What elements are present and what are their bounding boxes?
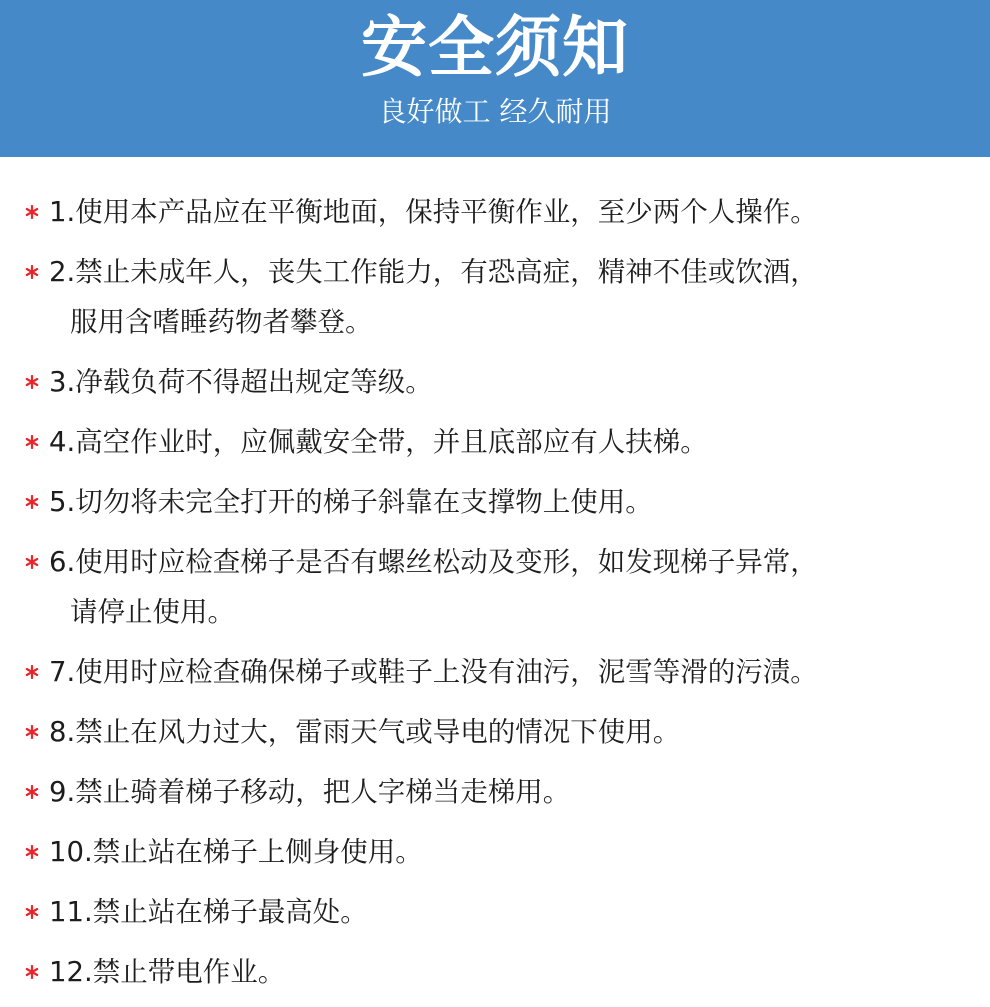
rule-text: 12.禁止带电作业。 xyxy=(49,956,286,988)
rule-text: 2.禁止未成年人，丧失工作能力，有恐高症，精神不佳或饮酒， xyxy=(49,256,818,288)
rule-item xyxy=(0,357,990,407)
red-asterisk-icon xyxy=(22,707,42,757)
rule-item xyxy=(0,887,990,937)
rule-text: 9.禁止骑着梯子移动，把人字梯当走梯用。 xyxy=(49,776,571,808)
safety-rules-list xyxy=(0,187,990,1007)
red-asterisk-icon xyxy=(22,947,42,997)
rule-text: 3.净载负荷不得超出规定等级。 xyxy=(49,366,433,398)
red-asterisk-icon xyxy=(22,537,42,587)
rule-text-continued: 请停止使用。 xyxy=(70,596,235,628)
rule-text: 6.使用时应检查梯子是否有螺丝松动及变形，如发现梯子异常， xyxy=(49,546,818,578)
red-asterisk-icon xyxy=(22,827,42,877)
red-asterisk-icon xyxy=(22,357,42,407)
rule-item xyxy=(0,707,990,757)
rule-item xyxy=(0,477,990,527)
rule-text: 5.切勿将未完全打开的梯子斜靠在支撑物上使用。 xyxy=(49,486,653,518)
red-asterisk-icon xyxy=(22,767,42,817)
red-asterisk-icon xyxy=(22,247,42,297)
rule-item xyxy=(0,767,990,817)
red-asterisk-icon xyxy=(22,417,42,467)
red-asterisk-icon xyxy=(22,477,42,527)
rule-item xyxy=(0,247,990,347)
rule-item xyxy=(0,647,990,697)
rule-item xyxy=(0,947,990,997)
page-subtitle: 良好做工 经久耐用 xyxy=(378,95,612,128)
rule-text: 10.禁止站在梯子上侧身使用。 xyxy=(49,836,423,868)
rule-text: 8.禁止在风力过大，雷雨天气或导电的情况下使用。 xyxy=(49,716,681,748)
red-asterisk-icon xyxy=(22,187,42,237)
page-title: 安全须知 xyxy=(361,9,629,86)
rule-item xyxy=(0,187,990,237)
rule-text-continued: 服用含嗜睡药物者攀登。 xyxy=(70,306,373,338)
rule-item xyxy=(0,537,990,637)
red-asterisk-icon xyxy=(22,647,42,697)
header-banner xyxy=(0,0,990,157)
rule-text: 7.使用时应检查确保梯子或鞋子上没有油污，泥雪等滑的污渍。 xyxy=(49,656,818,688)
rule-text: 1.使用本产品应在平衡地面，保持平衡作业，至少两个人操作。 xyxy=(49,196,818,228)
red-asterisk-icon xyxy=(22,887,42,937)
rule-text: 4.高空作业时，应佩戴安全带，并且底部应有人扶梯。 xyxy=(49,426,708,458)
rule-item xyxy=(0,827,990,877)
rule-text: 11.禁止站在梯子最高处。 xyxy=(49,896,368,928)
rule-item xyxy=(0,417,990,467)
